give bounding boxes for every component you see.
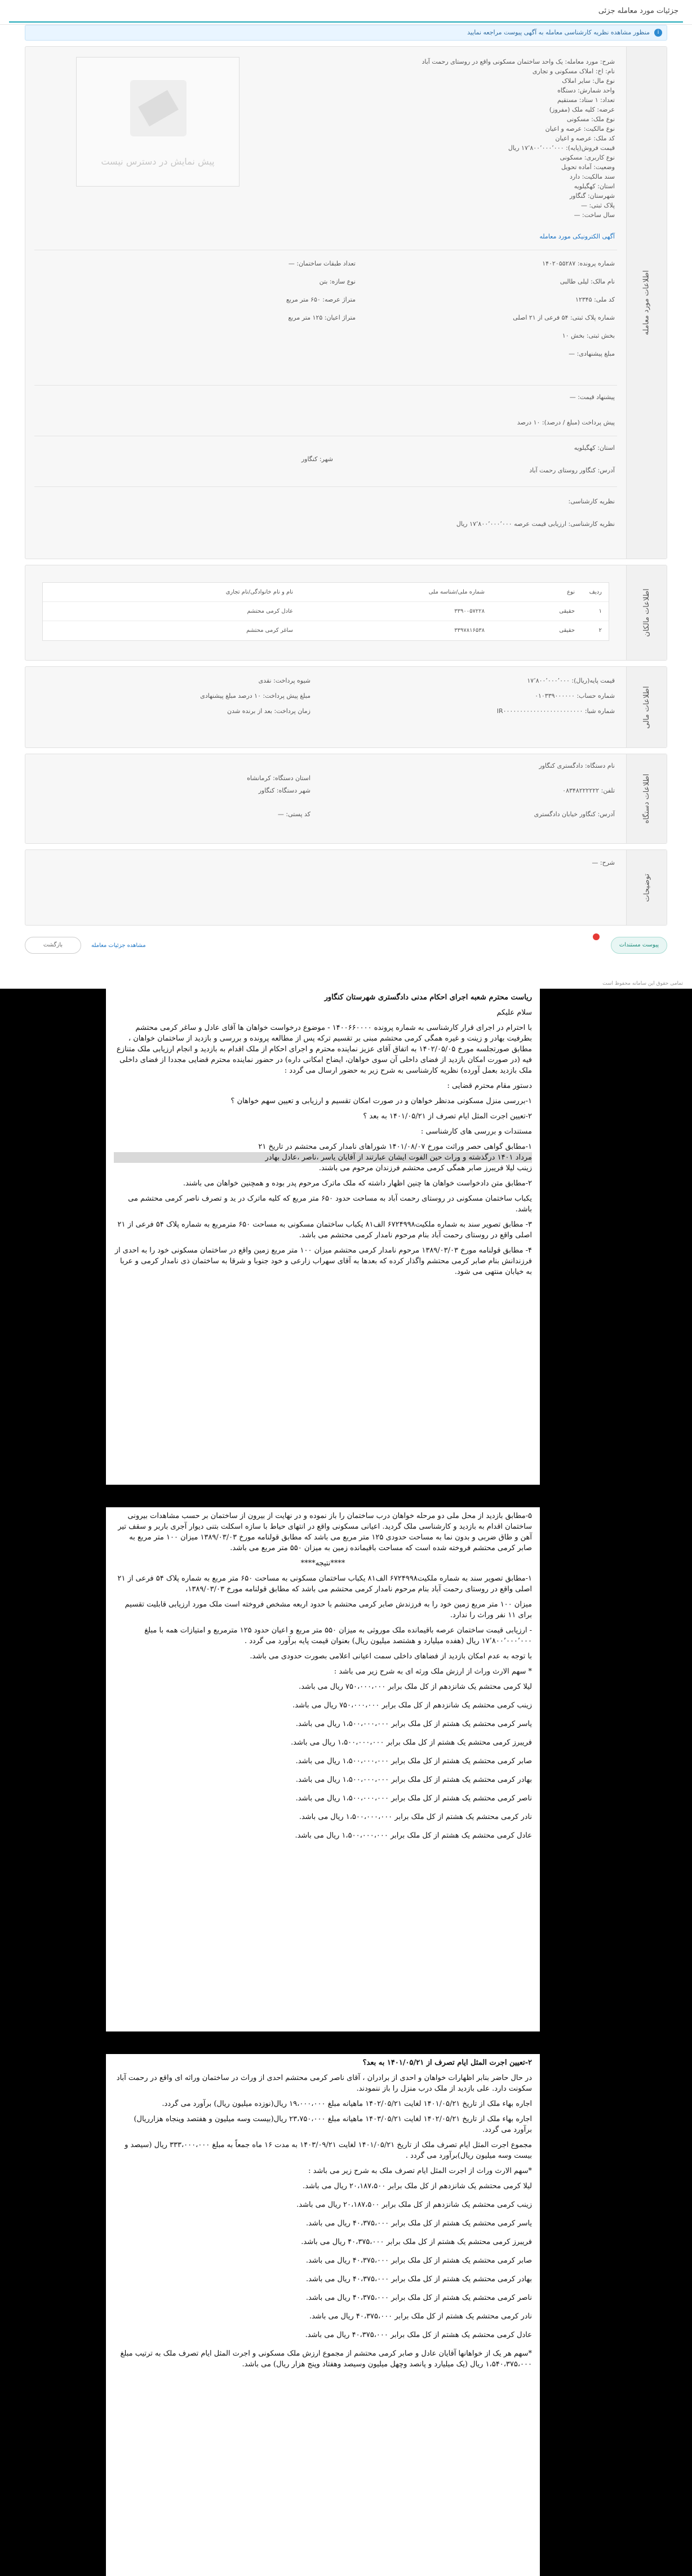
item-field: سند مالکیت: دارد <box>570 173 615 180</box>
strip-text: تمامی حقوق این سامانه محفوظ است <box>602 981 683 986</box>
item-field: نوع کاربری: مسکونی <box>560 154 615 161</box>
description-text: شرح: — <box>592 859 615 866</box>
item-detail-field: شماره پلاک ثبتی: ۵۴ فرعی از ۲۱ اصلی <box>513 314 615 321</box>
doc-paragraph: ۳- مطابق تصویر سند به شماره ملکیت۶۷۲۴۹۹۸ الف۸۱ یکباب ساختمان مسکونی به مساحت ۶۵۰ مترمربع به شماره پلاک ۵۴ فرعی از ۲۱ اصلی واقع در روستای رحمت آباد بنام مرحوم نامدار کرمی محتشم می باشد. <box>117 1220 532 1240</box>
heir-share-line: بهادر کرمی محتشم یک هشتم از کل ملک برابر ۱،۵۰۰،۰۰۰،۰۰۰ ریال می باشد. <box>295 1776 532 1784</box>
description-label-col <box>626 850 667 925</box>
item-detail-field: مبلغ پیشنهادی: — <box>569 350 615 357</box>
notice-banner <box>25 25 667 41</box>
rent-share-line: فریبرز کرمی محتشم یک هشتم از کل ملک برابر ۴۰،۳۷۵،۰۰۰ ریال می باشد. <box>301 2238 532 2246</box>
location-province: استان: کهگیلویه <box>574 444 615 452</box>
item-field: نوع مالکیت: عرصه و اعیان <box>545 125 615 132</box>
page-header <box>0 0 692 25</box>
location-city: شهر: کنگاور <box>301 455 333 463</box>
item-field: نام: اخ: املاک مسکونی و تجاری <box>532 68 615 75</box>
item-field: شهرستان: گنگاور <box>569 192 615 200</box>
finance-base-price: قیمت پایه(ریال): ۱۷٬۸۰۰٬۰۰۰٬۰۰۰ <box>527 677 615 684</box>
divider <box>34 486 617 487</box>
item-detail-field: نام مالک: لیلی طالبی <box>560 278 615 285</box>
doc-paragraph: ۵-مطابق بازدید از محل ملی دو مرحله خواهان درب ساختمان را باز نموده و در نهایت از بیرون از ساختمان بر حسب مشاهدات بیرونی ساختمان اقدام به بازدید و کارشناسی ملک گردید. اعیانی مسکونی واقع در انتهای حیاط با سازه اسکلت بتنی دیوار آجری باربر و سقف تیر آهن و طاق ضربی و بدون نما به مساحت حدودی ۱۲۵ متر مربع می باشد که مطابق قولنامه مورخ ۱۳۸۹/۰۳/۰۳ میزان ۱۰۰ متر مربع به صابر کرمی محتشم فروخته شده است که مساحت باقیمانده زمین به میزان ۵۵۰ متر مربع می باشد. <box>118 1512 532 1552</box>
item-detail-field: تعداد طبقات ساختمان: — <box>288 260 356 267</box>
doc-salute: سلام علیکم <box>496 1008 532 1017</box>
owners-label: اطلاعات مالکان <box>642 588 651 637</box>
table-row <box>43 621 609 640</box>
doc-paragraph: ۱-مطابق تصویر سند به شماره ملکیت۶۷۲۴۹۹۸ الف۸۱ یکباب ساختمان مسکونی به مساحت ۶۵۰ متر مربع به شماره پلاک ۵۴ فرعی از ۲۱ اصلی واقع در روستای رحمت آباد بنام مرحوم نامدار کرمی محتشم می باشد که مطابق قولنامه مورخ ۱۳۸۹/۰۳/۰۳، <box>117 1574 532 1594</box>
item-field: نوع مال: سایر املاک <box>562 77 615 85</box>
doc-paragraph: *سهم هر یک از خواهانها آقایان عادل و صابر کرمی محتشم از مجموع ارزش ملک مسکونی و اجرت المثل ایام تصرف ملک به ترتیب مبلغ ۱،۵۴۰،۳۷۵،۰۰۰ ریال (یک میلیارد و پانصد وچهل میلیون وسیصد وهفتاد وپنج هزار ریال) می باشد. <box>120 2349 532 2369</box>
footer-actions <box>25 930 667 961</box>
finance-section <box>25 666 667 748</box>
item-field: قیمت فروش(پایه): ۱۷٬۸۰۰٬۰۰۰٬۰۰۰ ریال <box>508 144 615 152</box>
description-section <box>25 849 667 926</box>
finance-time: زمان پرداخت: بعد از برنده شدن <box>227 707 310 715</box>
rent-list <box>114 2181 532 2340</box>
agency-section <box>25 754 667 844</box>
owners-label-col <box>626 565 667 660</box>
cell-type: حقیقی <box>559 608 575 614</box>
doc-paragraph: اجاره بهاء ملک از تاریخ ۱۴۰۱/۰۵/۲۱ لغایت ۱۴۰۲/۰۵/۲۱ ماهیانه مبلغ ۱۹،۰۰۰،۰۰۰ ریال(نوزده میلیون ریال) برآورد می گردد. <box>162 2100 532 2108</box>
rent-share-line: عادل کرمی محتشم یک هشتم از کل ملک برابر ۴۰،۳۷۵،۰۰۰ ریال می باشد. <box>305 2331 532 2339</box>
document-page-1 <box>106 989 540 1485</box>
doc-question-head: دستور مقام محترم قضایی : <box>447 1082 532 1090</box>
rent-share-line: ناصر کرمی محتشم یک هشتم از کل ملک برابر ۴۰،۳۷۵،۰۰۰ ریال می باشد. <box>305 2294 532 2302</box>
heir-share-line: عادل کرمی محتشم یک هشتم از کل ملک برابر ۱،۵۰۰،۰۰۰،۰۰۰ ریال می باشد. <box>295 1831 532 1840</box>
finance-prepay: مبلغ پیش پرداخت: ۱۰ درصد مبلغ پیشنهادی <box>200 692 310 700</box>
cell-type: حقیقی <box>559 627 575 634</box>
doc-intro: با احترام در اجرای قرار کارشناسی به شماره پرونده ۱۴۰۰۶۶۰۰۰۰ - موضوع درخواست خواهان ها آقای عادل و ساغر کرمی محتشم بطرفیت بهادر و زینت و غیره همگی کرمی محتشم مبنی بر تقسیم ترکه پس از مطالعه پرونده و بررسی و بازدید از ساختمان خواهان ، مطابق صورتجلسه مورخ ۱۴۰۲/۰۵/۰۵ به اتفاق آقای عزیز نماینده محترم و اجرای احکام از ملک اقدام به بازدید و انجام ارزیابی ملک متنازع فیه (در صورت امکان بازدید از فضای داخلی آن سوی خواهان، ایضاح امکانی داره) در حضور نماینده محترم قضایی مجددا از فضای داخلی ملک بازدید بعمل آورده) نظریه کارشناسی به شرح زیر به حضور ارسال می گردد : <box>116 1024 532 1075</box>
agency-phone: تلفن: ۰۸۳۴۸۲۲۲۲۲۲ <box>562 787 615 794</box>
estimate-price: پیشنهاد قیمت: — <box>569 393 615 401</box>
finance-sheba: شماره شبا: IR۰۰۰۰۰۰۰۰۰۰۰۰۰۰۰۰۰۰۰۰۰۰۰۰ <box>496 707 615 715</box>
item-detail-field: شماره پرونده: ۱۴۰۲۰۵۵۲۸۷ <box>542 260 615 267</box>
doc-paragraph: ۴- مطابق قولنامه مورخ ۱۳۸۹/۰۳/۰۳ مرحوم نامدار کرمی محتشم میزان ۱۰۰ متر مربع زمین واقع در ساختمان مسکونی خود را به احدی از فرزندانش بنام صابر کرمی محتشم واگذار کرده که بعدها به آقای سهراب زارعی و خود جنوبا و شرقا به ساختمان ذی نامدار کرمی و عربا به خیابان منتهی می شود. <box>114 1246 532 1276</box>
doc-question-2: ۲-تعیین اجرت المثل ایام تصرف از ۱۴۰۱/۰۵/۲۱ به بعد ؟ <box>363 1112 532 1121</box>
agency-label-col <box>626 754 667 843</box>
heir-share-line: زینب کرمی محتشم یک شانزدهم از کل ملک برابر ۷۵۰،۰۰۰،۰۰۰ ریال می باشد. <box>292 1701 532 1710</box>
doc-paragraph: اجاره بهاء ملک از تاریخ ۱۴۰۲/۰۵/۲۱ لغایت ۱۴۰۳/۰۵/۲۱ ماهیانه مبلغ ۲۳،۷۵۰،۰۰۰ ریال(بیست وسه میلیون و هفتصد وپنجاه هزارریال) برآورد می گردد. <box>134 2115 532 2134</box>
item-info-section <box>25 46 667 559</box>
doc-paragraph: * سهم الارث وراث از ارزش ملک ورثه ای به شرح زیر می باشد : <box>334 1667 532 1676</box>
cell-id: ۳۳۹۷۸۱۶۵۳۸ <box>454 627 485 634</box>
agency-name: نام دستگاه: دادگستری کنگاور <box>539 762 615 769</box>
header-accent-line <box>9 21 683 23</box>
item-field: واحد شمارش: دستگاه <box>557 87 615 94</box>
cell-id: ۳۳۹۰۰۵۷۲۲۸ <box>454 608 485 614</box>
attachments-label: پیوست مستندات <box>619 942 659 948</box>
expert-note: نظریه کارشناسی: ارزیابی قیمت عرصه ۱۷٬۸۰۰٬۰۰۰٬۰۰۰ ریال <box>456 520 615 528</box>
divider <box>34 385 617 386</box>
doc-section-title: ۲-تعیین اجرت المثل ایام تصرف از ۱۴۰۱/۰۵/۲۱ به بعد؟ <box>362 2059 532 2067</box>
doc-line: ۱-مطابق گواهی حصر وراثت مورخ ۱۴۰۱/۰۸/۰۷ شوراهای نامدار کرمی محتشم در تاریخ ۲۱ <box>258 1143 532 1151</box>
rent-share-line: لیلا کرمی محتشم یک شانزدهم از کل ملک برابر ۲۰،۱۸۷،۵۰۰ ریال می باشد. <box>303 2182 532 2190</box>
doc-paragraph: ۲-مطابق متن دادخواست خواهان ها چنین اظهار داشته که ملک ماترک مرحوم پدر بوده و همچنین خواهان می باشند. <box>183 1179 532 1188</box>
heir-share-line: نادر کرمی محتشم یک هشتم از کل ملک برابر ۱،۵۰۰،۰۰۰،۰۰۰ ریال می باشد. <box>299 1813 532 1821</box>
finance-label: اطلاعات مالی <box>642 685 651 729</box>
item-field: نوع ملک: مسکونی <box>566 116 615 123</box>
col-header: شماره ملی/شناسه ملی <box>428 589 485 595</box>
page-title: جزئیات مورد معامله جزئی <box>598 7 678 15</box>
gavel-icon <box>130 80 187 136</box>
prepayment: پیش پرداخت (مبلغ / درصد): ۱۰ درصد <box>517 419 615 426</box>
rent-share-line: یاسر کرمی محتشم یک هشتم از کل ملک برابر ۴۰،۳۷۵،۰۰۰ ریال می باشد. <box>305 2219 532 2228</box>
doc-paragraph: یکباب ساختمان مسکونی در روستای رحمت آباد به مساحت حدود ۶۵۰ متر مربع که کلیه ماترک در ید و تصرف ناصر کرمی محتشم می باشد. <box>128 1194 532 1214</box>
item-detail-field: بخش ثبتی: بخش ۱۰ <box>562 332 615 339</box>
item-detail-field: متراژ عرصه: ۶۵۰ متر مربع <box>286 296 356 303</box>
table-row <box>43 602 609 621</box>
notification-badge <box>593 933 600 940</box>
doc-docs-head: مستندات و بررسی های کارشناسی : <box>420 1127 532 1136</box>
item-detail-field: نوع سازه: بتن <box>319 278 356 285</box>
doc-paragraph: - ارزیابی قیمت ساختمان عرصه باقیمانده ملک موروثی به میزان ۵۵۰ متر مربع و اعیان حدود ۱۲۵ مترمربع و امتیازات همه با مبلغ ۱۷٬۸۰۰٬۰۰۰٬۰۰۰ ریال (هفده میلیارد و هشتصد میلیون ریال) بعنوان قیمت پایه برآورد می گردد . <box>144 1626 532 1645</box>
item-field: عرضه: کلیه ملک (مفروز) <box>549 106 615 113</box>
agency-address: آدرس: کنگاور خیابان دادگستری <box>534 811 615 818</box>
electronic-ad-link[interactable]: آگهی الکترونیکی مورد معامله <box>539 233 615 240</box>
rent-share-line: نادر کرمی محتشم یک هشتم از کل ملک برابر ۴۰،۳۷۵،۰۰۰ ریال می باشد. <box>309 2312 532 2321</box>
rent-share-line: بهادر کرمی محتشم یک هشتم از کل ملک برابر ۴۰،۳۷۵،۰۰۰ ریال می باشد. <box>305 2275 532 2283</box>
notice-text: منظور مشاهده نظریه کارشناسی معامله به آگهی پیوست مراجعه نمایید <box>467 29 650 36</box>
finance-label-col <box>626 667 667 747</box>
col-header: نام و نام خانوادگی/نام تجاری <box>225 589 293 595</box>
doc-paragraph: میزان ۱۰۰ متر مربع زمین خود را به فرزندش صابر کرمی محتشم با حدود اربعه مشخص فروخته است ملک مورد ارزیابی قابلیت تقسیم برای ۱۱ نفر وراث را ندارد. <box>125 1600 532 1619</box>
item-info-label-col <box>626 47 667 559</box>
finance-account: شماره حساب: ۰۱۰۳۳۹۰۰۰۰۰۰ <box>535 692 615 700</box>
doc-paragraph: *سهم الارث وراث از اجرت المثل ایام تصرف ملک به شرح زیر می باشد : <box>308 2167 532 2175</box>
document-page-2 <box>106 1507 540 2031</box>
finance-method: شیوه پرداخت: نقدی <box>258 677 310 684</box>
item-field: وضعیت: آماده تحویل <box>561 163 615 171</box>
description-label: توضیحات <box>642 873 651 902</box>
item-detail-field: متراژ اعیان: ۱۲۵ متر مربع <box>288 314 356 321</box>
cell-name: عادل کرمی محتشم <box>247 608 293 614</box>
document-viewer <box>0 989 692 2576</box>
col-header: ردیف <box>589 589 602 595</box>
item-field: شرح: مورد معامله: یک واحد ساختمان مسکونی واقع در روستای رحمت آباد <box>422 58 615 65</box>
image-caption: پیش نمایش در دسترس نیست <box>101 156 215 167</box>
attachments-button[interactable] <box>611 937 667 954</box>
col-header: نوع <box>567 589 575 595</box>
view-details-link[interactable]: مشاهده جزئیات معامله <box>91 942 146 949</box>
heir-share-line: ناصر کرمی محتشم یک هشتم از کل ملک برابر ۱،۵۰۰،۰۰۰،۰۰۰ ریال می باشد. <box>295 1794 532 1803</box>
image-placeholder <box>76 57 239 187</box>
item-field: تعداد: ۱ ستاد: مستقیم <box>557 96 615 104</box>
doc-divider-stars: ****نتیجه**** <box>300 1559 345 1568</box>
location-address: آدرس: کنگاور روستای رحمت آباد <box>529 467 615 474</box>
doc-paragraph: با توجه به عدم امکان بازدید از فضاهای داخلی سمت اعیانی اعلامی بصورت حدودی می باشد. <box>250 1652 532 1661</box>
item-field: استان: کهگیلویه <box>574 183 615 190</box>
item-field: کد ملک: عرصه و اعیان <box>555 135 615 142</box>
heir-share-line: صابر کرمی محتشم یک هشتم از کل ملک برابر ۱،۵۰۰،۰۰۰،۰۰۰ ریال می باشد. <box>295 1757 532 1765</box>
heir-share-line: یاسر کرمی محتشم یک هشتم از کل ملک برابر ۱،۵۰۰،۰۰۰،۰۰۰ ریال می باشد. <box>295 1720 532 1728</box>
item-field: سال ساخت: — <box>574 211 615 219</box>
expert-note-title: نظریه کارشناسی: <box>568 498 615 505</box>
table-header-row <box>43 583 609 602</box>
bottom-strip <box>0 980 692 989</box>
agency-city: شهر دستگاه: کنگاور <box>258 787 310 794</box>
doc-highlighted-line: مرداد ۱۴۰۱ درگذشته و وراث حین الفوت ایشان عبارتند از آقایان یاسر ،ناصر ،عادل بهادر <box>114 1152 532 1163</box>
heir-share-line: فریبرز کرمی محتشم یک هشتم از کل ملک برابر ۱،۵۰۰،۰۰۰،۰۰۰ ریال می باشد. <box>291 1738 532 1747</box>
doc-question-1: ۱-بررسی منزل مسکونی مدنظر خواهان و در صورت امکان تقسیم و ارزیابی و تعیین سهم خواهان ؟ <box>230 1097 532 1105</box>
heir-share-line: لیلا کرمی محتشم یک شانزدهم از کل ملک برابر ۷۵۰،۰۰۰،۰۰۰ ریال می باشد. <box>299 1683 532 1691</box>
document-page-3 <box>106 2054 540 2576</box>
agency-province: استان دستگاه: کرمانشاه <box>247 774 310 782</box>
cell-index: ۲ <box>598 627 602 634</box>
item-field: پلاک ثبتی: — <box>580 202 615 209</box>
item-info-label: اطلاعات مورد معامله <box>642 270 651 335</box>
owners-table <box>42 582 609 641</box>
owners-section <box>25 565 667 661</box>
doc-paragraph: در حال حاضر بنابر اظهارات خواهان و احدی از برادران ، آقای ناصر کرمی محتشم احدی از وراث در ساختمان وراثه ای واقع در رحمت آباد سکونت دارد. علی بازدید از ملک درب منزل را باز ننمودند. <box>116 2074 532 2093</box>
back-button[interactable]: بازگشت <box>25 937 81 954</box>
doc-line: زینب لیلا فریبرز صابر همگی کرمی محتشم فرزندان مرحوم می باشند. <box>318 1164 532 1172</box>
doc-title: ریاست محترم شعبه اجرای احکام مدنی دادگستری شهرستان کنگاور <box>324 993 532 1002</box>
agency-label: اطلاعات دستگاه <box>642 773 651 824</box>
cell-index: ۱ <box>598 608 602 614</box>
agency-postal: کد پستی: — <box>277 811 310 818</box>
cell-name: ساغر کرمی محتشم <box>246 627 293 634</box>
doc-paragraph: مجموع اجرت المثل ایام تصرف ملک از تاریخ ۱۴۰۱/۰۵/۲۱ لغایت ۱۴۰۳/۰۹/۲۱ به مدت ۱۶ ماه جمعاً به مبلغ ۳۳۳،۰۰۰،۰۰۰ ریال (سیصد و بیست وسه میلیون ریال)برآورد می گردد . <box>125 2141 532 2160</box>
heirs-list <box>114 1681 532 1841</box>
rent-share-line: صابر کرمی محتشم یک هشتم از کل ملک برابر ۴۰،۳۷۵،۰۰۰ ریال می باشد. <box>305 2256 532 2265</box>
info-icon: i <box>654 29 662 37</box>
rent-share-line: زینب کرمی محتشم یک شانزدهم از کل ملک برابر ۲۰،۱۸۷،۵۰۰ ریال می باشد. <box>296 2201 532 2209</box>
item-detail-field: کد ملی: ۱۲۳۴۵ <box>575 296 615 303</box>
